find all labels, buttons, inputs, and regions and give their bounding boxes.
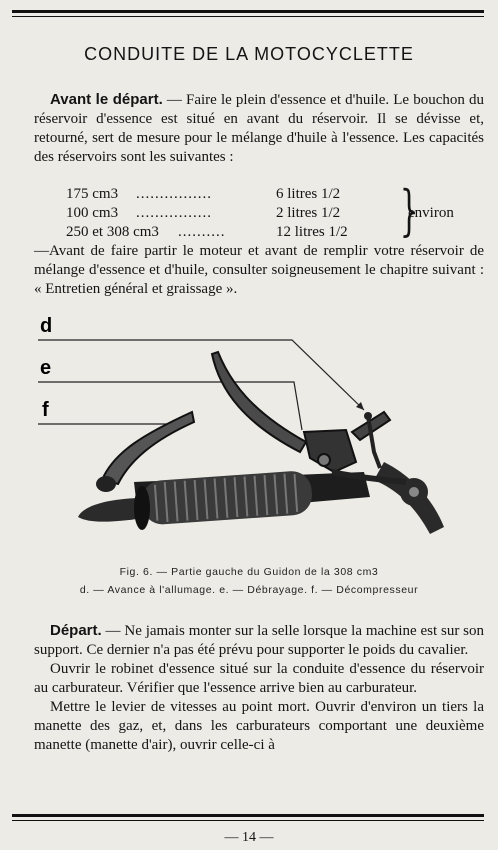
page-title: CONDUITE DE LA MOTOCYCLETTE [84,44,414,64]
figure-label-e: e [40,357,52,379]
paragraph-avant-de-faire [34,242,484,299]
top-rule-thin [12,16,484,17]
leader-lines [38,340,364,430]
brace-symbol: } [399,179,419,242]
bottom-rule-thin [12,820,484,821]
capacity-volume: 250 et 308 cm3 [66,224,159,240]
handlebar-drawing [78,352,444,534]
capacity-volume: 175 cm3 [66,186,119,202]
figure-label-f: f [42,399,49,421]
handlebar-figure [34,312,474,557]
figure-caption-title: Fig. 6. — Partie gauche du Guidon de la 308 cm3 [119,566,379,578]
leader-dots: .......... [178,224,226,240]
paragraph-body: —Avant de faire partir le moteur et avant de remplir votre réservoir de mélange d'essence et d'huile, consulter soigneusement le chapitre suivant : « Entretien général et graissage ». [34,243,484,297]
paragraph-body: — Ne jamais monter sur la selle lorsque la machine est sur son support. Ce dernier n'a pas été prévu pour supporter le poids du cavalier. [34,623,484,658]
section-head-avant-le-depart: Avant le départ. [50,91,163,108]
bottom-rule-thick [12,814,484,817]
paragraph-robinet: Ouvrir le robinet d'essence situé sur la conduite d'essence du réservoir au carburateur. Vérifier que l'essence arrive bien au carburateur. [34,661,484,696]
page-number: — 14 — [224,830,274,845]
capacity-litres: 6 litres 1/2 [276,186,341,202]
section-head-depart: Départ. [50,622,102,639]
capacity-litres: 2 litres 1/2 [276,205,341,221]
paragraph-body: — Faire le plein d'essence et d'huile. Le bouchon du réservoir d'essence est situé en avant du réservoir. Il se dévisse et, retourné, sert de mesure pour le mélange d'huile à l'essence. Les capacités des réservoirs sont les suivantes : [34,92,484,165]
leader-dots: ................ [136,186,212,202]
capacity-litres: 12 litres 1/2 [276,224,348,240]
environ-label: environ [408,205,454,221]
figure-caption-legend: d. — Avance à l'allumage. e. — Débrayage. f. — Décompresseur [79,584,419,596]
top-rule-thick [12,10,484,13]
paragraph-levier: Mettre le levier de vitesses au point mort. Ouvrir d'environ un tiers la manette des gaz, et, dans les carburateurs comportant une deuxième manette (manette d'air), ouvrir celle-ci à [34,699,484,753]
paragraph-depart [34,621,484,755]
figure-label-d: d [40,315,53,337]
paragraph-avant-le-depart [34,90,484,167]
leader-dots: ................ [136,205,212,221]
capacity-volume: 100 cm3 [66,205,119,221]
